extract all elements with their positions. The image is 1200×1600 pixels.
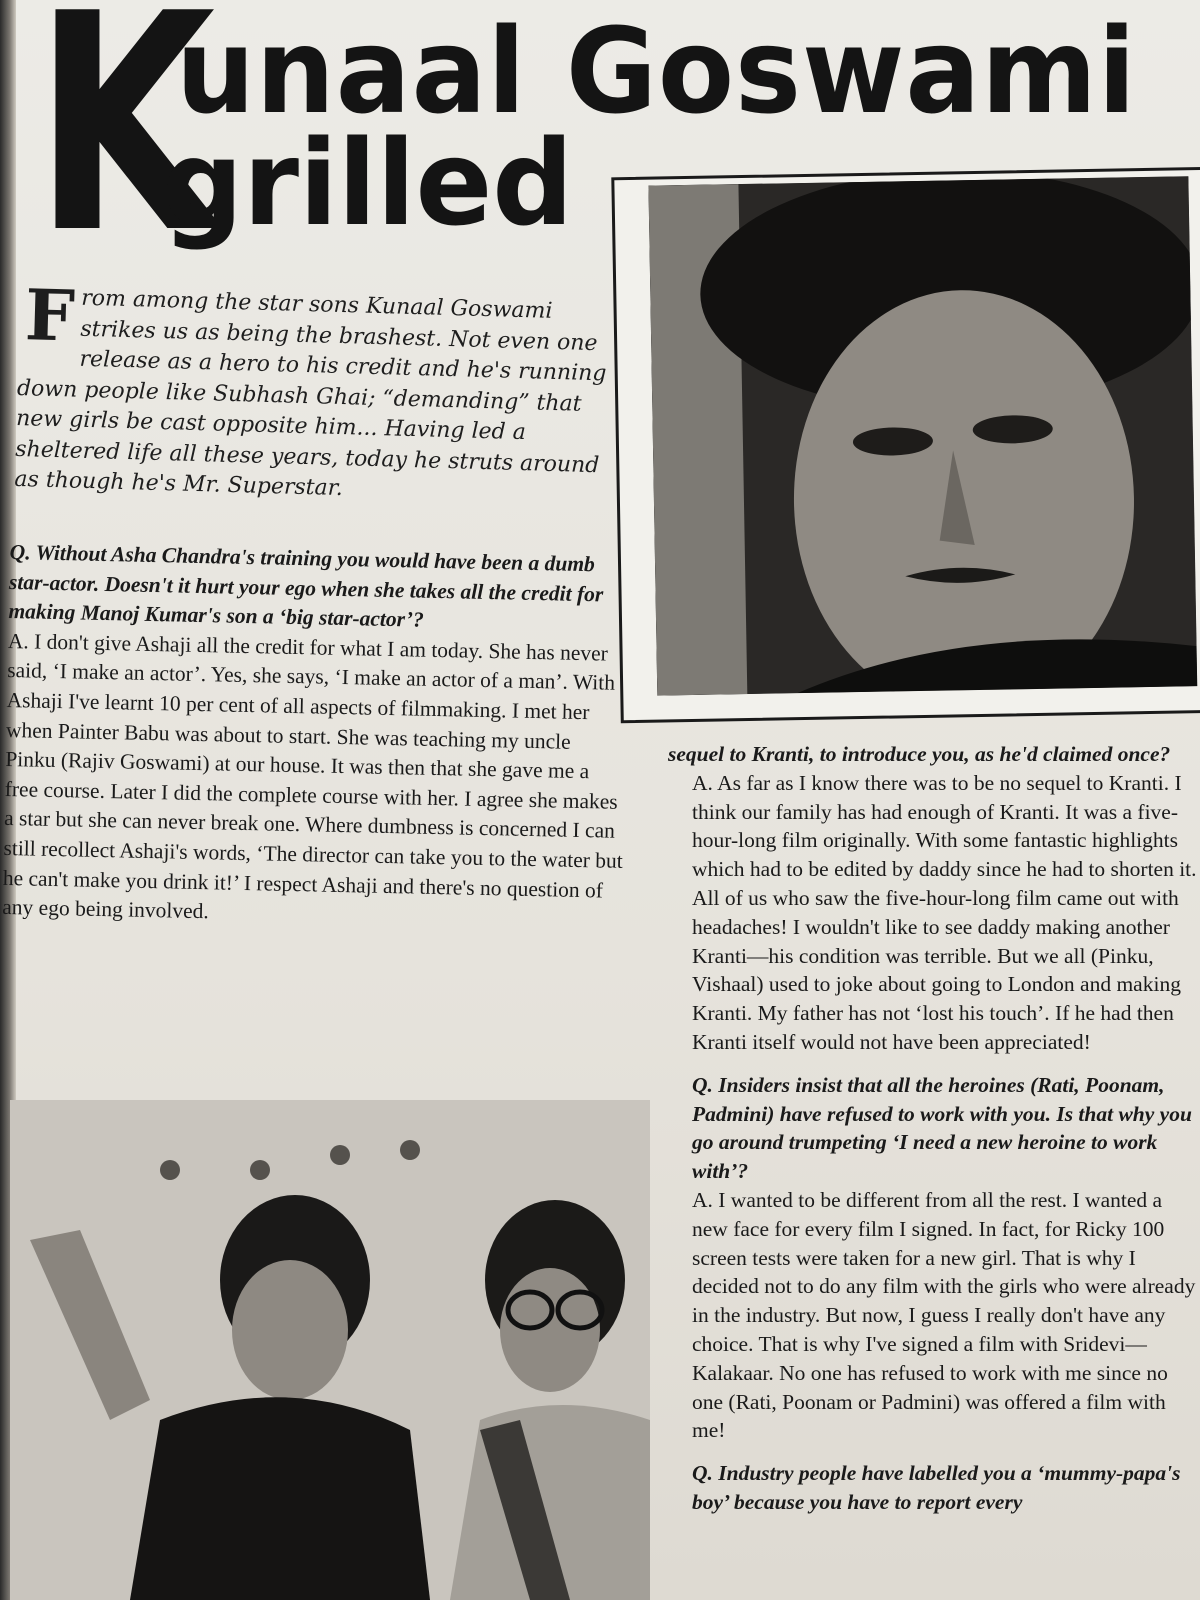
title-line-1: unaal Goswami (176, 2, 1137, 140)
question-2-tail: sequel to Kranti, to introduce you, as he'd claimed once? (668, 742, 1171, 766)
portrait-photo (648, 176, 1197, 695)
portrait-silhouette-icon (648, 176, 1197, 695)
question-3: Q. Insiders insist that all the heroines (Rati, Poonam, Padmini) have refused to work with you. Is that why you go around trumpeting ‘I need a new heroine to work with’? (692, 1072, 1192, 1184)
question-1: Q. Without Asha Chandra's training you would have been a dumb star-actor. Doesn't it hurt your ego when she takes all the credit for making Manoj Kumar's son a ‘big star-actor’? (8, 539, 604, 632)
intro-paragraph (14, 273, 630, 512)
title-line-2: grilled (162, 114, 574, 252)
right-column (668, 740, 1200, 1517)
answer-3: A. I wanted to be different from all the rest. I wanted a new face for every film I signed. In fact, for Ricky 100 screen tests were taken for a new girl. That is why I decided not to do any film with the girls who were already in the industry. But now, I guess I really don't have any choice. That is why I've signed a film with Sridevi—Kalakaar. No one has refused to work with me since no one (Rati, Poonam or Padmini) was offered a film with me! (692, 1187, 1196, 1443)
portrait-photo-frame (611, 167, 1200, 723)
answer-1: A. I don't give Ashaji all the credit for what I am today. She has never said, ‘I make an actor’. Yes, she says, ‘I make an actor of a man’. With Ashaji I've learnt 10 per cent of all aspects of filmmaking. I met her when Painter Babu was about to start. She was teaching my uncle Pinku (Rajiv Goswami) at our house. It was then that she gave me a free course. Later I did the complete course with her. I agree she makes a star but she can never break one. Where dumbness is concerned I can still recollect Ashaji's words, ‘The director can take you to the water but he can't make you drink it!’ I respect Ashaji and there's no question of any ego being involved. (2, 628, 624, 924)
intro-dropcap: F (23, 273, 76, 358)
left-column (2, 538, 630, 936)
dance-scene-icon (10, 1100, 650, 1600)
dance-photo (10, 1100, 650, 1600)
answer-2: A. As far as I know there was to be no sequel to Kranti. I think our family has had enough of Kranti. It was a five-hour-long film originally. With some fantastic highlights which had to be edited by daddy since he had to shorten it. All of us who saw the five-hour-long film came out with headaches! I wouldn't like to see daddy making another Kranti—his condition was terrible. But we all (Pinku, Vishaal) used to joke about going to London and making Kranti. My father has not ‘lost his touch’. If he had then Kranti itself would not have been appreciated! (692, 770, 1197, 1054)
title-initial: K (34, 0, 216, 299)
intro-text: rom among the star sons Kunaal Goswami strikes us as being the brashest. Not even one release as a hero to his credit and he's running down people like Subhash Ghai; “demanding” that new girls be cast opposite him... Having led a sheltered life all these years, today he struts around as though he's Mr. Superstar. (14, 285, 607, 502)
question-4: Q. Industry people have labelled you a ‘mummy-papa's boy’ because you have to report every (692, 1461, 1181, 1514)
